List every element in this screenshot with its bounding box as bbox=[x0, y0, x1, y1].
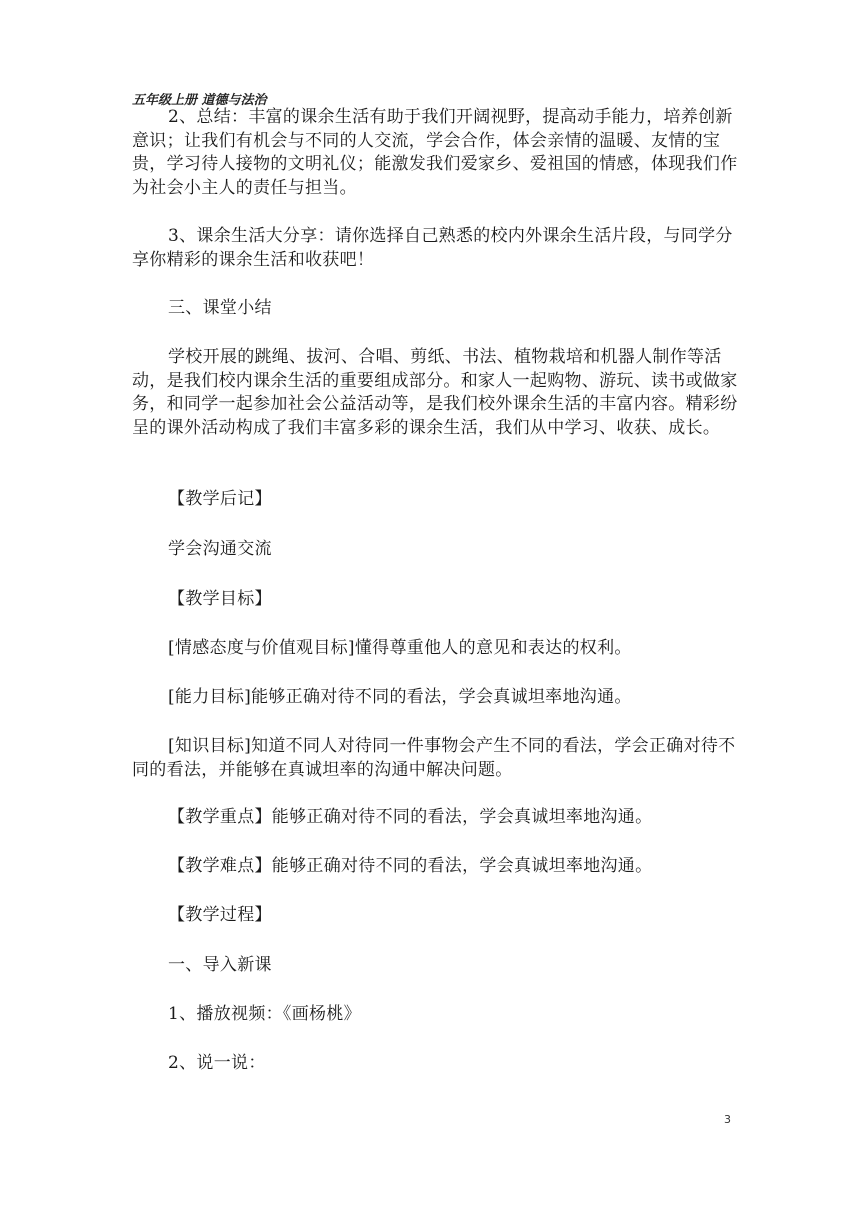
goal-knowledge: [知识目标]知道不同人对待同一件事物会产生不同的看法，学会正确对待不同的看法，并能够在真诚坦率的沟通中解决问题。 bbox=[132, 736, 736, 780]
heading-teaching-process: 【教学过程】 bbox=[168, 905, 272, 925]
step-play-video: 1、播放视频：《画杨桃》 bbox=[168, 1004, 361, 1024]
heading-introduction: 一、导入新课 bbox=[168, 955, 272, 975]
goal-ability: [能力目标]能够正确对待不同的看法，学会真诚坦率地沟通。 bbox=[168, 687, 632, 707]
paragraph-class-summary: 学校开展的跳绳、拔河、合唱、剪纸、书法、植物栽培和机器人制作等活动，是我们校内课余生活的重要组成部分。和家人一起购物、游玩、读书或做家务，和同学一起参加社会公益活动等，是我们校外课余生活的丰富内容。精彩纷呈的课外活动构成了我们丰富多彩的课余生活，我们从中学习、收获、成长。 bbox=[132, 347, 738, 438]
heading-class-summary: 三、课堂小结 bbox=[168, 298, 272, 318]
goal-emotion: [情感态度与价值观目标]懂得尊重他人的意见和表达的权利。 bbox=[168, 638, 632, 658]
page-number: 3 bbox=[724, 1113, 731, 1126]
lesson-title: 学会沟通交流 bbox=[168, 539, 272, 559]
teaching-key-point: 【教学重点】能够正确对待不同的看法，学会真诚坦率地沟通。 bbox=[168, 807, 653, 827]
heading-teaching-notes: 【教学后记】 bbox=[168, 489, 272, 509]
heading-teaching-goals: 【教学目标】 bbox=[168, 589, 272, 609]
paragraph-summary: 2、总结：丰富的课余生活有助于我们开阔视野，提高动手能力，培养创新意识；让我们有机会与不同的人交流，学会合作，体会亲情的温暖、友情的宝贵，学习待人接物的文明礼仪；能激发我们爱家乡、爱祖国的情感，体现我们作为社会小主人的责任与担当。 bbox=[132, 107, 738, 198]
paragraph-share: 3、课余生活大分享：请你选择自己熟悉的校内外课余生活片段，与同学分享你精彩的课余生活和收获吧！ bbox=[132, 226, 733, 270]
running-header: 五年级上册 道德与法治 bbox=[132, 93, 267, 108]
step-discuss: 2、说一说： bbox=[168, 1053, 266, 1073]
teaching-difficulty: 【教学难点】能够正确对待不同的看法，学会真诚坦率地沟通。 bbox=[168, 856, 653, 876]
